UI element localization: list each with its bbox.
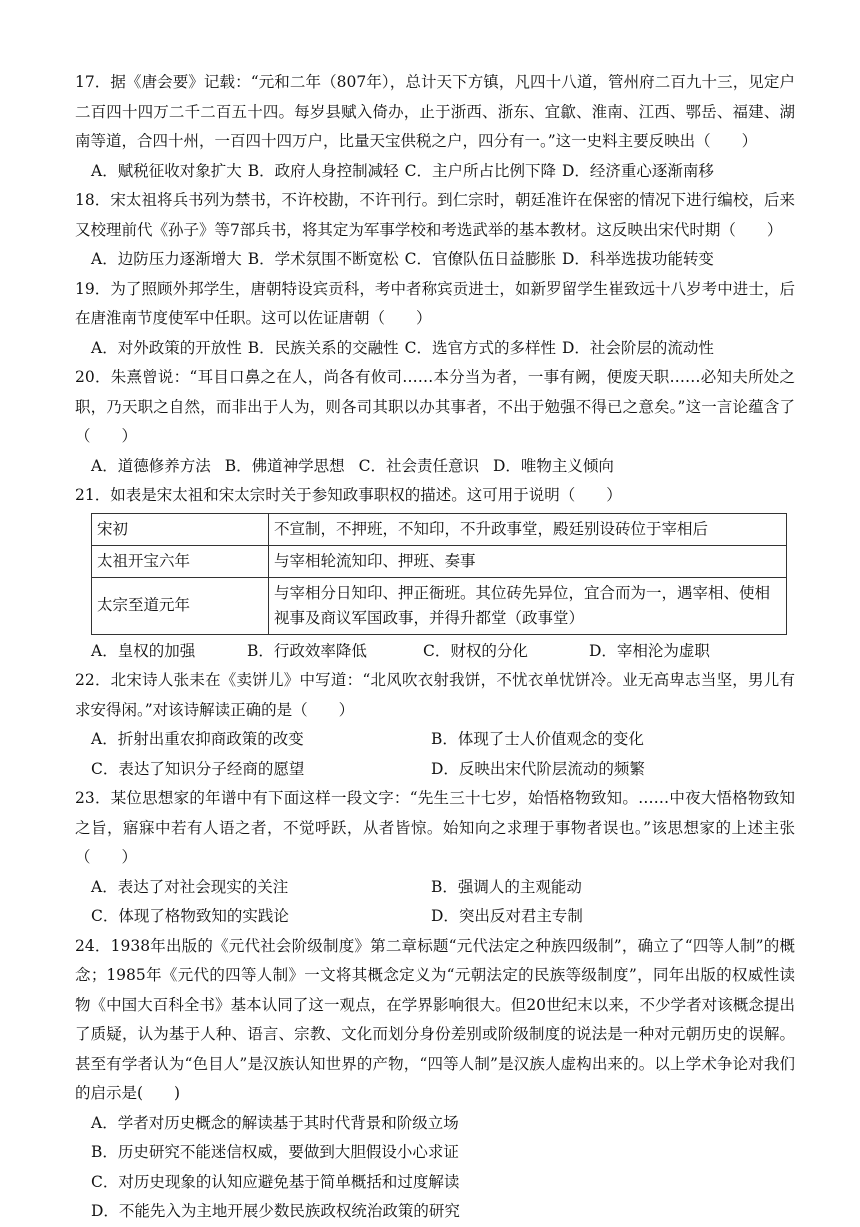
options-column [75, 1109, 795, 1227]
table-cell-period: 太祖开宝六年 [92, 545, 269, 577]
option-c[interactable]: C．对历史现象的认知应避免基于简单概括和过度解读 [91, 1172, 460, 1191]
question-18 [75, 186, 795, 275]
question-20 [75, 363, 795, 481]
question-19 [75, 275, 795, 364]
question-stem: 17．据《唐会要》记载：“元和二年（807年），总计天下方镇，凡四十八道，管州府二百九十三，见定户二百四十四万二千二百五十四。每岁县赋入倚办，止于浙西、浙东、宜歙、淮南、江西、鄂岳、福建、湖南等道，合四十州，一百四十四万户，比量天宝供税之户，四分有一。”这一史料主要反映出（ ） [75, 73, 795, 150]
option-b[interactable]: B．学术氛围不断宽松 [247, 250, 399, 268]
option-d[interactable]: D．反映出宋代阶层流动的频繁 [431, 759, 645, 778]
table-row [92, 513, 787, 545]
option-a[interactable]: A．折射出重农抑商政策的改变 [91, 730, 304, 748]
options-row [75, 245, 795, 275]
question-stem: 19．为了照顾外邦学生，唐朝特设宾贡科，考中者称宾贡进士，如新罗留学生崔致远十八岁考中进士，后在唐淮南节度使军中任职。这可以佐证唐朝（ ） [75, 279, 795, 327]
option-a[interactable]: A．表达了对社会现实的关注 [91, 877, 289, 896]
question-17 [75, 68, 795, 186]
table-row [92, 577, 787, 634]
option-a[interactable]: A．道德修养方法 [91, 456, 211, 475]
option-c[interactable]: C．社会责任意识 [358, 456, 479, 475]
table-cell-description: 与宰相轮流知印、押班、奏事 [269, 545, 787, 577]
option-c[interactable]: C．官僚队伍日益膨胀 [404, 250, 556, 268]
table-cell-period: 宋初 [92, 513, 269, 545]
question-24 [75, 932, 795, 1227]
options-row [75, 637, 795, 667]
question-stem: 22．北宋诗人张耒在《卖饼儿》中写道：“北风吹衣射我饼，不忧衣单忧饼冷。业无高卑志当坚，男儿有求安得闲。”对该诗解读正确的是（ ） [75, 671, 795, 719]
option-a[interactable]: A．学者对历史概念的解读基于其时代背景和阶级立场 [91, 1113, 459, 1132]
option-d[interactable]: D．不能先入为主地开展少数民族政权统治政策的研究 [91, 1202, 460, 1220]
question-stem: 21．如表是宋太祖和宋太宗时关于参知政事职权的描述。这可用于说明（ ） [75, 486, 622, 504]
option-d[interactable]: D．宰相沦为虚职 [589, 641, 710, 660]
question-stem: 23．某位思想家的年谱中有下面这样一段文字：“先生三十七岁，始悟格物致知。……中夜大悟格物致知之旨，寤寐中若有人语之者，不觉呼跃，从者皆惊。始知向之求理于事物者误也。”该思想家的上述主张（ ） [75, 789, 795, 866]
option-c[interactable]: C．财权的分化 [423, 641, 528, 660]
option-b[interactable]: B．历史研究不能迷信权威，要做到大胆假设小心求证 [91, 1143, 459, 1161]
option-b[interactable]: B．佛道神学思想 [224, 456, 345, 475]
question-23 [75, 784, 795, 932]
table-cell-description: 不宣制，不押班，不知印，不升政事堂，殿廷别设砖位于宰相后 [269, 513, 787, 545]
question-stem: 18．宋太祖将兵书列为禁书，不许校勘，不许刊行。到仁宗时，朝廷准许在保密的情况下进行编校，后来又校理前代《孙子》等7部兵书，将其定为军事学校和考选武举的基本教材。这反映出宋代时期（ ） [75, 191, 795, 239]
options-row [75, 157, 795, 187]
exam-page [75, 68, 795, 1227]
options-row [75, 334, 795, 364]
option-c[interactable]: C．表达了知识分子经商的愿望 [91, 759, 305, 778]
options-row [75, 452, 795, 482]
table-cell-period: 太宗至道元年 [92, 577, 269, 634]
table-row [92, 545, 787, 577]
question-21 [75, 481, 795, 666]
option-d[interactable]: D．突出反对君主专制 [431, 907, 583, 925]
option-b[interactable]: B．强调人的主观能动 [431, 877, 582, 896]
table-cell-description: 与宰相分日知印、押正衙班。其位砖先异位，宜合而为一，遇宰相、使相视事及商议军国政事，并得升都堂（政事堂） [269, 577, 787, 634]
info-table [91, 513, 787, 635]
option-b[interactable]: B．政府人身控制减轻 [247, 161, 399, 180]
question-stem: 24．1938年出版的《元代社会阶级制度》第二章标题“元代法定之种族四级制”，确立了“四等人制”的概念；1985年《元代的四等人制》一文将其概念定义为“元朝法定的民族等级制度”，同年出版的权威性读物《中国大百科全书》基本认同了这一观点，在学界影响很大。但20世纪末以来，不少学者对该概念提出了质疑，认为基于人种、语言、宗教、文化而划分身份差别或阶级制度的说法是一种对元朝历史的误解。甚至有学者认为“色目人”是汉族认知世界的产物，“四等人制”是汉族人虚构出来的。以上学术争论对我们的启示是( ) [75, 936, 795, 1102]
option-d[interactable]: D．科举选拔功能转变 [561, 250, 714, 268]
question-stem: 20．朱熹曾说：“耳目口鼻之在人，尚各有攸司……本分当为者，一事有阙，便废天职……必知夫所处之职，乃天职之自然，而非出于人为，则各司其职以办其事者，不出于勉强不得已之意矣。”这一言论蕴含了（ ） [75, 368, 795, 445]
option-c[interactable]: C．主户所占比例下降 [404, 161, 556, 180]
options-grid [75, 873, 795, 932]
option-b[interactable]: B．行政效率降低 [247, 641, 367, 660]
question-22 [75, 666, 795, 784]
option-d[interactable]: D．经济重心逐渐南移 [561, 161, 714, 180]
option-c[interactable]: C．体现了格物致知的实践论 [91, 907, 289, 925]
option-d[interactable]: D．社会阶层的流动性 [561, 338, 714, 357]
option-a[interactable]: A．边防压力逐渐增大 [91, 250, 242, 268]
option-a[interactable]: A．赋税征收对象扩大 [91, 161, 242, 180]
option-b[interactable]: B．体现了士人价值观念的变化 [431, 730, 644, 748]
option-a[interactable]: A．对外政策的开放性 [91, 338, 242, 357]
option-a[interactable]: A．皇权的加强 [91, 641, 196, 660]
option-c[interactable]: C．选官方式的多样性 [404, 338, 556, 357]
option-b[interactable]: B．民族关系的交融性 [247, 338, 399, 357]
option-d[interactable]: D．唯物主义倾向 [492, 456, 614, 475]
options-grid [75, 725, 795, 784]
